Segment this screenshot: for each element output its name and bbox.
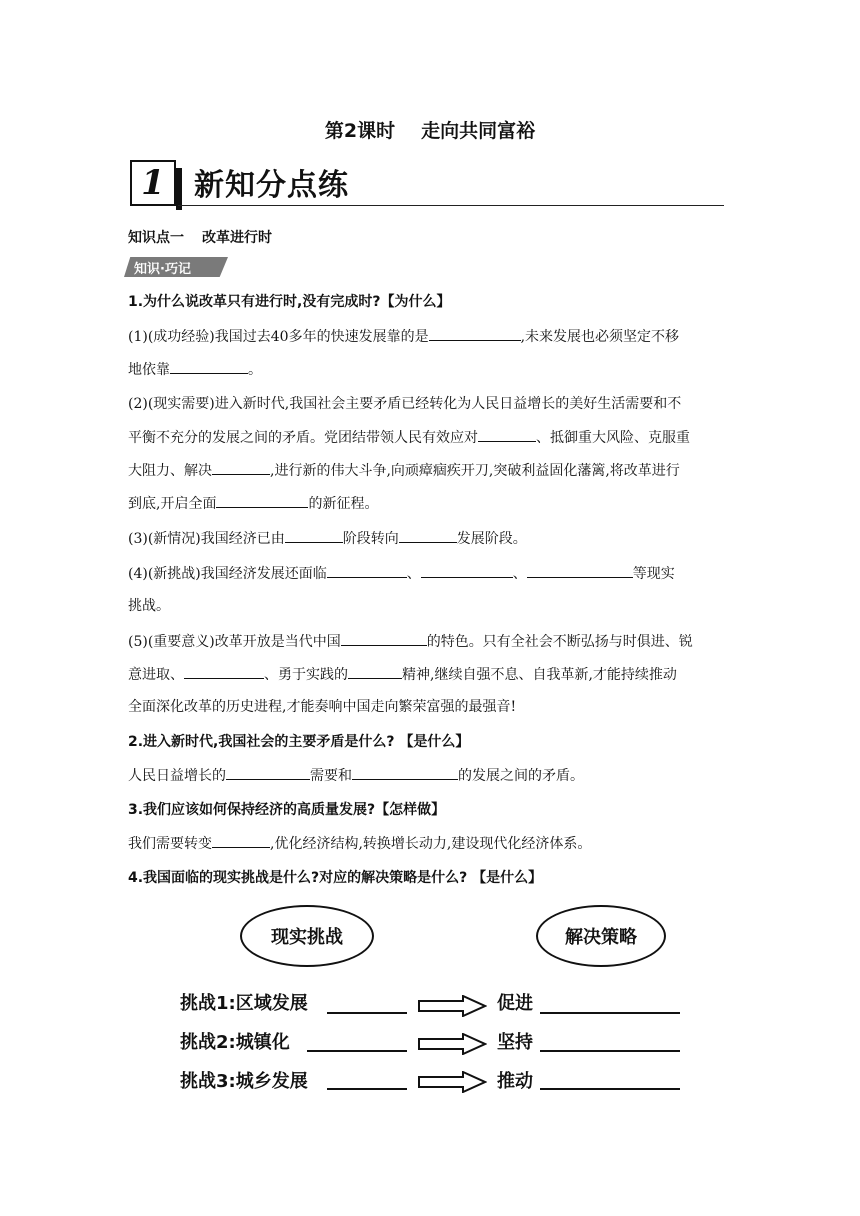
knowledge-point-name: 改革进行时 bbox=[202, 230, 272, 246]
text: 的特色。只有全社会不断弘扬与时俱进、锐 bbox=[426, 634, 693, 650]
question-1-title: 1.为什么说改革只有进行时,没有完成时?【为什么】 bbox=[128, 294, 451, 310]
tag-label: 知识·巧记 bbox=[134, 262, 191, 277]
q1-paragraph-5-line1 bbox=[128, 631, 693, 652]
text: 、勇于实践的 bbox=[264, 667, 348, 683]
text: 平衡不充分的发展之间的矛盾。党团结带领人民有效应对 bbox=[128, 430, 478, 446]
section-number: 1 bbox=[130, 160, 176, 206]
answer-blank[interactable] bbox=[352, 765, 458, 780]
lesson-title bbox=[0, 116, 860, 143]
answer-blank[interactable] bbox=[285, 528, 343, 543]
diagram-row-2-strategy: 坚持 bbox=[497, 1032, 533, 1053]
diagram-row-1-challenge: 挑战1:区域发展 bbox=[180, 993, 308, 1014]
lesson-number: 第2课时 bbox=[324, 120, 396, 142]
answer-blank[interactable] bbox=[327, 563, 407, 578]
blank-line bbox=[540, 1050, 680, 1052]
text: 。 bbox=[248, 362, 262, 378]
blank-line bbox=[540, 1012, 680, 1014]
q2-answer bbox=[128, 765, 584, 786]
text: (5)(重要意义)改革开放是当代中国 bbox=[128, 634, 341, 650]
q1-paragraph-2-line3 bbox=[128, 460, 680, 481]
q1-paragraph-2-line4 bbox=[128, 493, 378, 514]
text: 、 bbox=[406, 566, 421, 582]
text: 需要和 bbox=[310, 768, 352, 784]
q1-paragraph-4 bbox=[128, 563, 675, 584]
section-title: 新知分点练 bbox=[194, 168, 349, 203]
text: (3)(新情况)我国经济已由 bbox=[128, 531, 285, 547]
text: 到底,开启全面 bbox=[128, 496, 217, 512]
q1-paragraph-5-line3: 全面深化改革的历史进程,才能奏响中国走向繁荣富强的最强音! bbox=[128, 699, 517, 715]
text: 的新征程。 bbox=[308, 496, 379, 512]
answer-blank[interactable] bbox=[421, 563, 513, 578]
answer-blank[interactable] bbox=[429, 326, 521, 341]
answer-blank[interactable] bbox=[170, 359, 248, 374]
blank-line bbox=[327, 1012, 407, 1014]
answer-blank[interactable] bbox=[348, 664, 402, 679]
text: ,优化经济结构,转换增长动力,建设现代化经济体系。 bbox=[270, 836, 592, 852]
text: 我们需要转变 bbox=[128, 836, 212, 852]
lesson-name: 走向共同富裕 bbox=[421, 120, 536, 142]
question-4-title: 4.我国面临的现实挑战是什么?对应的解决策略是什么? 【是什么】 bbox=[128, 870, 543, 886]
q1-paragraph-5-line2 bbox=[128, 664, 677, 685]
q1-paragraph-1-cont bbox=[128, 359, 262, 380]
text: 地依靠 bbox=[128, 362, 170, 378]
text: 意进取、 bbox=[128, 667, 184, 683]
text: 、 bbox=[512, 566, 527, 582]
text: 、抵御重大风险、克服重 bbox=[536, 430, 690, 446]
text: ,进行新的伟大斗争,向顽瘴痼疾开刀,突破利益固化藩篱,将改革进行 bbox=[270, 463, 680, 479]
q1-paragraph-1 bbox=[128, 326, 679, 347]
text: 的发展之间的矛盾。 bbox=[458, 768, 584, 784]
knowledge-point-heading bbox=[128, 227, 272, 247]
text: 人民日益增长的 bbox=[128, 768, 226, 784]
text: 发展阶段。 bbox=[456, 531, 527, 547]
question-2-title: 2.进入新时代,我国社会的主要矛盾是什么? 【是什么】 bbox=[128, 734, 470, 750]
arrow-right-icon bbox=[417, 1033, 487, 1055]
q1-paragraph-4-cont: 挑战。 bbox=[128, 598, 170, 614]
question-3-title: 3.我们应该如何保持经济的高质量发展?【怎样做】 bbox=[128, 802, 446, 818]
diagram-row-3-challenge: 挑战3:城乡发展 bbox=[180, 1071, 308, 1092]
answer-blank[interactable] bbox=[226, 765, 310, 780]
text: (4)(新挑战)我国经济发展还面临 bbox=[128, 566, 327, 582]
arrow-right-icon bbox=[417, 995, 487, 1017]
blank-line bbox=[327, 1088, 407, 1090]
answer-blank[interactable] bbox=[216, 493, 308, 508]
text: (1)(成功经验)我国过去40多年的快速发展靠的是 bbox=[128, 329, 429, 345]
section-banner bbox=[130, 158, 724, 208]
diagram-row-3-strategy: 推动 bbox=[497, 1071, 533, 1092]
text: 精神,继续自强不息、自我革新,才能持续推动 bbox=[402, 667, 677, 683]
text: 阶段转向 bbox=[342, 531, 399, 547]
q1-paragraph-2-line2 bbox=[128, 427, 690, 448]
blank-line bbox=[540, 1088, 680, 1090]
ellipse-strategies: 解决策略 bbox=[536, 905, 666, 967]
text: 大阻力、解决 bbox=[128, 463, 212, 479]
banner-underline bbox=[178, 205, 724, 206]
memory-tag bbox=[124, 257, 228, 277]
challenge-strategy-diagram bbox=[170, 905, 690, 1105]
answer-blank[interactable] bbox=[341, 631, 427, 646]
text: ,未来发展也必须坚定不移 bbox=[520, 329, 680, 345]
q3-answer bbox=[128, 833, 591, 854]
answer-blank[interactable] bbox=[478, 427, 536, 442]
q1-paragraph-2-line1: (2)(现实需要)进入新时代,我国社会主要矛盾已经转化为人民日益增长的美好生活需要和不 bbox=[128, 396, 682, 412]
q1-paragraph-3 bbox=[128, 528, 527, 549]
answer-blank[interactable] bbox=[184, 664, 264, 679]
diagram-row-1-strategy: 促进 bbox=[497, 993, 533, 1014]
answer-blank[interactable] bbox=[212, 460, 270, 475]
ellipse-challenges: 现实挑战 bbox=[240, 905, 374, 967]
knowledge-point-label: 知识点一 bbox=[128, 230, 184, 246]
arrow-right-icon bbox=[417, 1071, 487, 1093]
answer-blank[interactable] bbox=[399, 528, 457, 543]
diagram-row-2-challenge: 挑战2:城镇化 bbox=[180, 1032, 290, 1053]
answer-blank[interactable] bbox=[212, 833, 270, 848]
answer-blank[interactable] bbox=[527, 563, 633, 578]
text: 等现实 bbox=[632, 566, 675, 582]
blank-line bbox=[307, 1050, 407, 1052]
